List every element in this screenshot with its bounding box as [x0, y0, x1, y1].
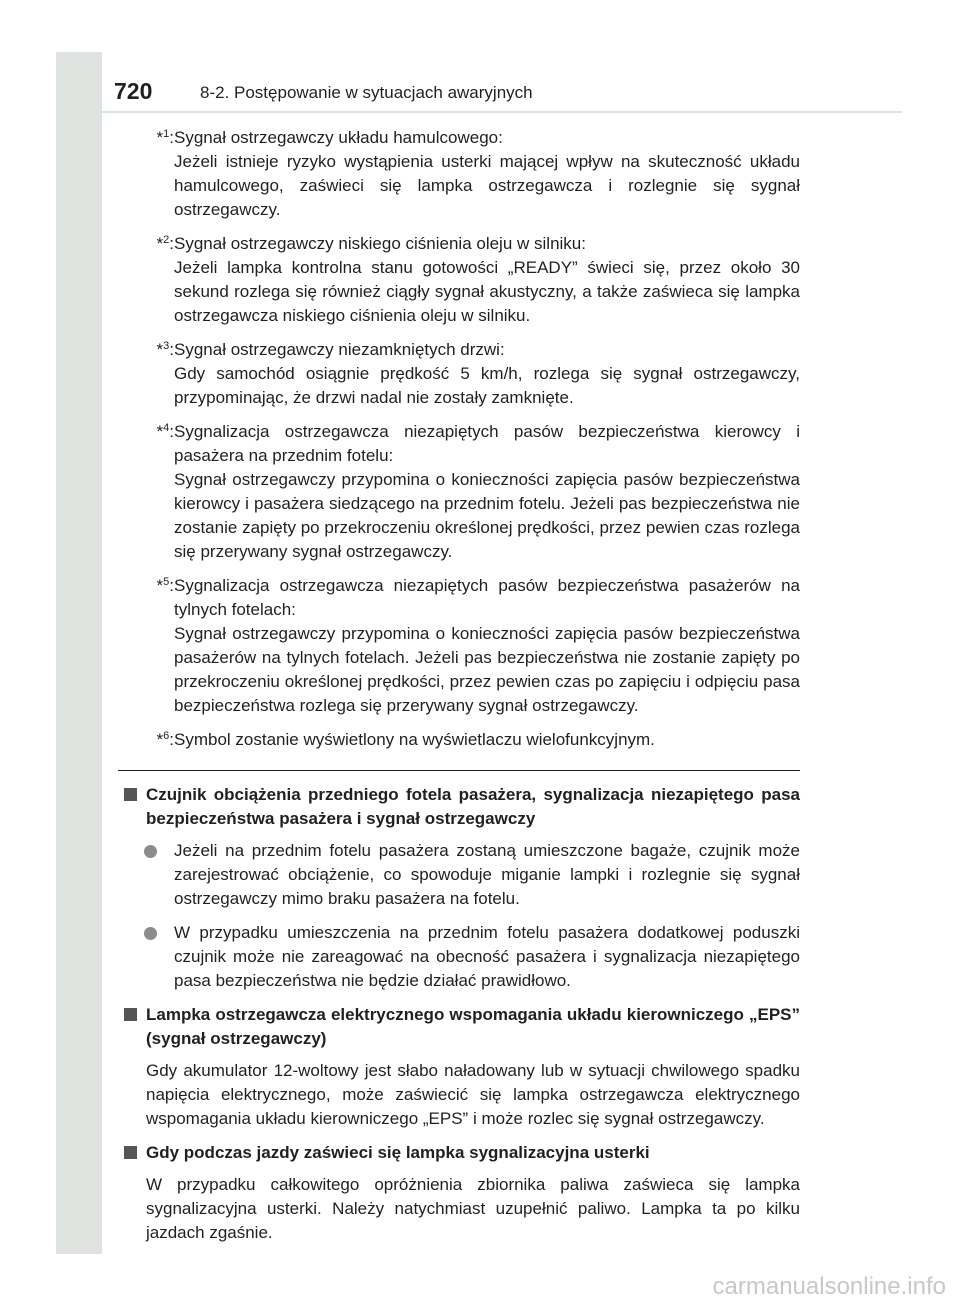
chapter-title: 8-2. Postępowanie w sytuacjach awaryjnych — [200, 83, 533, 102]
page-side-tab — [56, 52, 102, 1254]
footnote-marker: *$^1$: — [156, 128, 174, 147]
square-bullet-icon — [124, 1146, 137, 1159]
watermark: carmanualsonline.info — [712, 1273, 946, 1300]
section-heading: Gdy podczas jazdy zaświeci się lampka sygnalizacyjna usterki — [118, 1141, 800, 1165]
footnote-title: Sygnał ostrzegawczy niezamkniętych drzwi: — [174, 340, 505, 359]
section-heading: Lampka ostrzegawcza elektrycznego wspomagania układu kierowniczego „EPS” (sygnał ostrzegawczy) — [118, 1003, 800, 1051]
footnote-text: Jeżeli lampka kontrolna stanu gotowości „READY” świeci się, przez około 30 sekund rozlega się również ciągły sygnał akustyczny, a także zaświeca się lampka ostrzegawcza niskiego ciśnienia oleju w silniku. — [174, 258, 800, 325]
section-text: Gdy akumulator 12-woltowy jest słabo naładowany lub w sytuacji chwilowego spadku napięcia elektrycznego, może zaświecić się lampka ostrzegawcza elektrycznego wspomagania układu kierowniczego „EPS” i może rozlec się sygnał ostrzegawczy. — [146, 1061, 800, 1128]
page-content — [118, 126, 800, 1255]
circle-bullet-icon — [144, 927, 157, 940]
page-number: 720 — [114, 78, 153, 104]
footnote-marker: *$^2$: — [156, 234, 174, 253]
footnote-title: Sygnalizacja ostrzegawcza niezapiętych pasów bezpieczeństwa pasażerów na tylnych fotelach: — [174, 576, 800, 619]
footnote-4 — [118, 420, 800, 564]
footnote-marker: *$^6$: — [156, 730, 174, 749]
section-divider — [118, 770, 800, 771]
footnote-title: Sygnał ostrzegawczy układu hamulcowego: — [174, 128, 503, 147]
footnote-title: Symbol zostanie wyświetlony na wyświetlaczu wielofunkcyjnym. — [174, 730, 655, 749]
circle-bullet-icon — [144, 845, 157, 858]
footnote-marker: *$^3$: — [156, 340, 174, 359]
footnote-6 — [118, 728, 800, 752]
section-malfunction — [118, 1141, 800, 1245]
footnote-title: Sygnalizacja ostrzegawcza niezapiętych pasów bezpieczeństwa kierowcy i pasażera na przednim fotelu: — [174, 422, 800, 465]
footnote-5 — [118, 574, 800, 718]
section-heading: Czujnik obciążenia przedniego fotela pasażera, sygnalizacja niezapiętego pasa bezpieczeństwa pasażera i sygnał ostrzegawczy — [118, 783, 800, 831]
header-divider — [102, 111, 902, 113]
footnote-2 — [118, 232, 800, 328]
list-item: Jeżeli na przednim fotelu pasażera zostaną umieszczone bagaże, czujnik może zarejestrować obciążenie, co spowoduje miganie lampki i rozlegnie się sygnał ostrzegawczy mimo braku pasażera na fotelu. — [118, 839, 800, 911]
section-eps — [118, 1003, 800, 1131]
section-seat-sensor — [118, 783, 800, 993]
footnote-text: Sygnał ostrzegawczy przypomina o konieczności zapięcia pasów bezpieczeństwa kierowcy i pasażera siedzącego na przednim fotelu. Jeżeli pas bezpieczeństwa nie zostanie zapięty po przekroczeniu określonej prędkości, przez pewien czas rozlega się przerywany sygnał ostrzegawczy. — [174, 470, 800, 561]
page-header — [102, 76, 902, 112]
square-bullet-icon — [124, 788, 137, 801]
footnote-marker: *$^4$: — [156, 422, 174, 441]
footnote-text: Gdy samochód osiągnie prędkość 5 km/h, rozlega się sygnał ostrzegawczy, przypominając, że drzwi nadal nie zostały zamknięte. — [174, 364, 800, 407]
square-bullet-icon — [124, 1008, 137, 1021]
footnote-text: Jeżeli istnieje ryzyko wystąpienia usterki mającej wpływ na skuteczność układu hamulcowego, zaświeci się lampka ostrzegawcza i rozlegnie się sygnał ostrzegawczy. — [174, 152, 800, 219]
list-item: W przypadku umieszczenia na przednim fotelu pasażera dodatkowej poduszki czujnik może nie zareagować na obecność pasażera i sygnalizacja niezapiętego pasa bezpieczeństwa nie będzie działać prawidłowo. — [118, 921, 800, 993]
footnote-marker: *$^5$: — [156, 576, 174, 595]
footnote-text: Sygnał ostrzegawczy przypomina o konieczności zapięcia pasów bezpieczeństwa pasażerów na tylnych fotelach. Jeżeli pas bezpieczeństwa nie zostanie zapięty po przekroczeniu określonej prędkości, przez pewien czas po zapięciu i odpięciu pasa bezpieczeństwa rozlega się przerywany sygnał ostrzegawczy. — [174, 624, 800, 715]
footnote-1 — [118, 126, 800, 222]
section-text: W przypadku całkowitego opróżnienia zbiornika paliwa zaświeca się lampka sygnalizacyjna usterki. Należy natychmiast uzupełnić paliwo. Lampka ta po kilku jazdach zgaśnie. — [146, 1175, 800, 1242]
footnote-title: Sygnał ostrzegawczy niskiego ciśnienia oleju w silniku: — [174, 234, 586, 253]
footnote-3 — [118, 338, 800, 410]
